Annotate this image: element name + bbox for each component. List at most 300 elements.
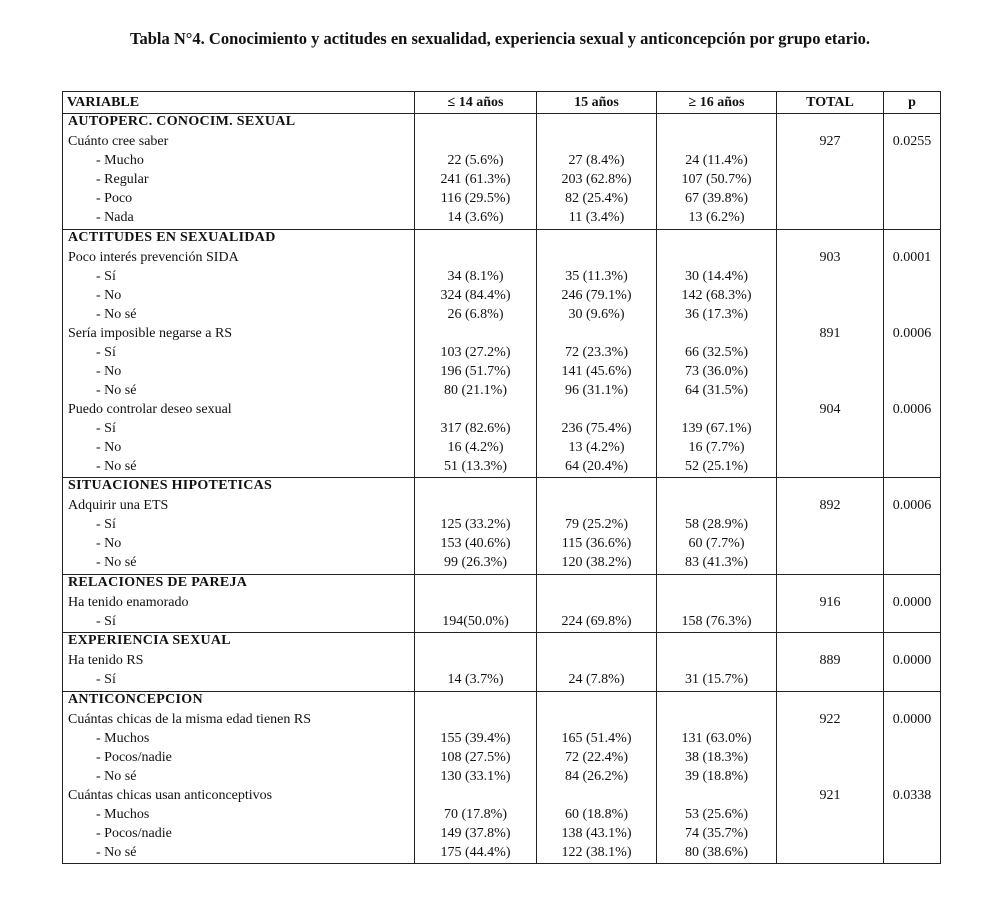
- empty-cell: [777, 536, 884, 555]
- total-cell: 892: [777, 498, 884, 517]
- question-row: [63, 712, 941, 731]
- answer-row: [63, 555, 941, 574]
- value-14: 51 (13.3%): [415, 459, 537, 478]
- empty-cell: [884, 672, 941, 691]
- answer-row: [63, 517, 941, 536]
- value-14: 34 (8.1%): [415, 269, 537, 288]
- empty-cell: [657, 633, 777, 654]
- empty-cell: [415, 402, 537, 421]
- empty-cell: [415, 229, 537, 250]
- question-label: Sería imposible negarse a RS: [63, 326, 415, 345]
- value-15: 79 (25.2%): [537, 517, 657, 536]
- value-14: 14 (3.7%): [415, 672, 537, 691]
- empty-cell: [777, 517, 884, 536]
- value-16: 24 (11.4%): [657, 153, 777, 172]
- question-label: Ha tenido enamorado: [63, 595, 415, 614]
- value-14: 16 (4.2%): [415, 440, 537, 459]
- empty-cell: [537, 788, 657, 807]
- empty-cell: [537, 478, 657, 499]
- value-14: 103 (27.2%): [415, 345, 537, 364]
- answer-cell: [63, 288, 415, 307]
- value-16: 73 (36.0%): [657, 364, 777, 383]
- p-value-cell: 0.0000: [884, 712, 941, 731]
- empty-cell: [884, 478, 941, 499]
- empty-cell: [415, 788, 537, 807]
- value-16: 13 (6.2%): [657, 210, 777, 229]
- data-table: [62, 91, 941, 864]
- p-value-cell: 0.0338: [884, 788, 941, 807]
- value-15: 96 (31.1%): [537, 383, 657, 402]
- question-row: [63, 498, 941, 517]
- answer-cell: [63, 555, 415, 574]
- p-value-cell: 0.0006: [884, 402, 941, 421]
- p-value-cell: 0.0001: [884, 250, 941, 269]
- section-row: [63, 633, 941, 654]
- section-heading: [63, 114, 415, 135]
- empty-cell: [777, 288, 884, 307]
- empty-cell: [884, 345, 941, 364]
- answer-label: - Sí: [96, 613, 116, 629]
- value-15: 30 (9.6%): [537, 307, 657, 326]
- answer-row: [63, 826, 941, 845]
- empty-cell: [884, 440, 941, 459]
- empty-cell: [884, 191, 941, 210]
- question-label: Cuántas chicas usan anticonceptivos: [63, 788, 415, 807]
- section-row: [63, 229, 941, 250]
- value-15: 246 (79.1%): [537, 288, 657, 307]
- empty-cell: [884, 826, 941, 845]
- answer-cell: [63, 153, 415, 172]
- empty-cell: [415, 691, 537, 712]
- answer-cell: [63, 672, 415, 691]
- empty-cell: [884, 153, 941, 172]
- empty-cell: [884, 845, 941, 864]
- empty-cell: [777, 421, 884, 440]
- empty-cell: [537, 595, 657, 614]
- answer-row: [63, 288, 941, 307]
- answer-cell: [63, 364, 415, 383]
- empty-cell: [884, 614, 941, 633]
- section-row: [63, 478, 941, 499]
- empty-cell: [415, 712, 537, 731]
- answer-label: - Nada: [96, 210, 134, 225]
- answer-row: [63, 191, 941, 210]
- empty-cell: [657, 250, 777, 269]
- value-14: 125 (33.2%): [415, 517, 537, 536]
- section-title: AUTOPERC. CONOCIM. SEXUAL: [68, 114, 296, 129]
- answer-label: - Poco: [96, 191, 133, 206]
- answer-cell: [63, 307, 415, 326]
- empty-cell: [415, 633, 537, 654]
- question-label: Cuántas chicas de la misma edad tienen RS: [63, 712, 415, 731]
- empty-cell: [884, 364, 941, 383]
- question-label: Adquirir una ETS: [63, 498, 415, 517]
- answer-label: - No sé: [96, 382, 137, 398]
- answer-row: [63, 364, 941, 383]
- total-cell: 916: [777, 595, 884, 614]
- question-row: [63, 326, 941, 345]
- empty-cell: [415, 134, 537, 153]
- section-title: EXPERIENCIA SEXUAL: [68, 633, 231, 648]
- answer-label: - No sé: [96, 458, 137, 474]
- table-title: Tabla N°4. Conocimiento y actitudes en sexualidad, experiencia sexual y anticoncepción por grupo etario.: [130, 29, 870, 48]
- empty-cell: [777, 691, 884, 712]
- empty-cell: [777, 364, 884, 383]
- p-value-cell: 0.0006: [884, 498, 941, 517]
- answer-label: - No sé: [96, 555, 137, 570]
- value-16: 142 (68.3%): [657, 288, 777, 307]
- answer-row: [63, 269, 941, 288]
- empty-cell: [777, 345, 884, 364]
- answer-label: - No: [96, 363, 122, 379]
- answer-label: - No sé: [96, 844, 137, 860]
- value-14: 14 (3.6%): [415, 210, 537, 229]
- empty-cell: [777, 633, 884, 654]
- value-16: 36 (17.3%): [657, 307, 777, 326]
- value-16: 131 (63.0%): [657, 731, 777, 750]
- value-15: 141 (45.6%): [537, 364, 657, 383]
- answer-row: [63, 421, 941, 440]
- answer-row: [63, 536, 941, 555]
- table-body: [63, 114, 941, 864]
- answer-label: - Pocos/nadie: [96, 749, 172, 765]
- answer-row: [63, 153, 941, 172]
- answer-cell: [63, 517, 415, 536]
- value-15: 24 (7.8%): [537, 672, 657, 691]
- value-14: 175 (44.4%): [415, 845, 537, 864]
- empty-cell: [657, 595, 777, 614]
- total-cell: 927: [777, 134, 884, 153]
- value-14: 116 (29.5%): [415, 191, 537, 210]
- value-15: 72 (22.4%): [537, 750, 657, 769]
- empty-cell: [884, 307, 941, 326]
- header-age-16: ≥ 16 años: [657, 92, 777, 114]
- value-15: 64 (20.4%): [537, 459, 657, 478]
- answer-cell: [63, 826, 415, 845]
- value-16: 60 (7.7%): [657, 536, 777, 555]
- empty-cell: [415, 653, 537, 672]
- empty-cell: [884, 691, 941, 712]
- empty-cell: [657, 229, 777, 250]
- value-15: 72 (23.3%): [537, 345, 657, 364]
- answer-cell: [63, 421, 415, 440]
- empty-cell: [657, 478, 777, 499]
- empty-cell: [537, 498, 657, 517]
- header-age-15: 15 años: [537, 92, 657, 114]
- question-row: [63, 653, 941, 672]
- question-row: [63, 595, 941, 614]
- empty-cell: [415, 595, 537, 614]
- section-title: ANTICONCEPCION: [68, 691, 203, 707]
- p-value-cell: 0.0006: [884, 326, 941, 345]
- answer-row: [63, 210, 941, 229]
- empty-cell: [777, 826, 884, 845]
- answer-label: - No: [96, 287, 122, 303]
- value-14: 130 (33.1%): [415, 769, 537, 788]
- section-title: ACTITUDES EN SEXUALIDAD: [68, 229, 276, 245]
- total-cell: 922: [777, 712, 884, 731]
- empty-cell: [657, 114, 777, 135]
- value-15: 203 (62.8%): [537, 172, 657, 191]
- value-15: 27 (8.4%): [537, 153, 657, 172]
- section-heading: [63, 229, 415, 250]
- answer-label: - Sí: [96, 344, 116, 360]
- value-15: 236 (75.4%): [537, 421, 657, 440]
- total-cell: 903: [777, 250, 884, 269]
- question-row: [63, 402, 941, 421]
- empty-cell: [884, 114, 941, 135]
- value-14: 194(50.0%): [415, 614, 537, 633]
- answer-row: [63, 459, 941, 478]
- empty-cell: [777, 114, 884, 135]
- answer-label: - No: [96, 536, 122, 551]
- empty-cell: [884, 574, 941, 595]
- answer-row: [63, 172, 941, 191]
- value-16: 66 (32.5%): [657, 345, 777, 364]
- empty-cell: [657, 691, 777, 712]
- empty-cell: [537, 402, 657, 421]
- answer-label: - No sé: [96, 306, 137, 322]
- value-14: 241 (61.3%): [415, 172, 537, 191]
- value-15: 120 (38.2%): [537, 555, 657, 574]
- value-14: 108 (27.5%): [415, 750, 537, 769]
- empty-cell: [415, 574, 537, 595]
- value-14: 80 (21.1%): [415, 383, 537, 402]
- total-cell: 891: [777, 326, 884, 345]
- empty-cell: [884, 731, 941, 750]
- answer-cell: [63, 459, 415, 478]
- empty-cell: [657, 788, 777, 807]
- section-row: [63, 114, 941, 135]
- empty-cell: [884, 288, 941, 307]
- empty-cell: [415, 250, 537, 269]
- empty-cell: [537, 633, 657, 654]
- answer-row: [63, 731, 941, 750]
- empty-cell: [657, 653, 777, 672]
- empty-cell: [415, 114, 537, 135]
- empty-cell: [884, 517, 941, 536]
- value-16: 31 (15.7%): [657, 672, 777, 691]
- value-16: 38 (18.3%): [657, 750, 777, 769]
- section-row: [63, 574, 941, 595]
- header-row: [63, 92, 941, 114]
- section-title: RELACIONES DE PAREJA: [68, 574, 248, 590]
- value-16: 67 (39.8%): [657, 191, 777, 210]
- answer-row: [63, 614, 941, 633]
- header-total: TOTAL: [777, 92, 884, 114]
- value-15: 11 (3.4%): [537, 210, 657, 229]
- value-14: 153 (40.6%): [415, 536, 537, 555]
- answer-row: [63, 672, 941, 691]
- empty-cell: [537, 326, 657, 345]
- p-value-cell: 0.0000: [884, 653, 941, 672]
- empty-cell: [777, 769, 884, 788]
- question-label: Puedo controlar deseo sexual: [63, 402, 415, 421]
- value-16: 58 (28.9%): [657, 517, 777, 536]
- empty-cell: [657, 712, 777, 731]
- empty-cell: [777, 191, 884, 210]
- answer-cell: [63, 383, 415, 402]
- value-15: 165 (51.4%): [537, 731, 657, 750]
- answer-row: [63, 845, 941, 864]
- answer-cell: [63, 345, 415, 364]
- answer-cell: [63, 750, 415, 769]
- empty-cell: [884, 769, 941, 788]
- value-16: 107 (50.7%): [657, 172, 777, 191]
- value-16: 139 (67.1%): [657, 421, 777, 440]
- value-15: 13 (4.2%): [537, 440, 657, 459]
- empty-cell: [777, 307, 884, 326]
- value-16: 64 (31.5%): [657, 383, 777, 402]
- empty-cell: [777, 672, 884, 691]
- answer-label: - Muchos: [96, 806, 150, 822]
- value-14: 22 (5.6%): [415, 153, 537, 172]
- answer-cell: [63, 536, 415, 555]
- value-16: 39 (18.8%): [657, 769, 777, 788]
- question-label: Cuánto cree saber: [63, 134, 415, 153]
- empty-cell: [657, 402, 777, 421]
- section-heading: [63, 691, 415, 712]
- empty-cell: [884, 172, 941, 191]
- empty-cell: [537, 712, 657, 731]
- answer-cell: [63, 807, 415, 826]
- answer-label: - Sí: [96, 517, 116, 532]
- value-16: 74 (35.7%): [657, 826, 777, 845]
- answer-label: - No sé: [96, 768, 137, 784]
- value-15: 35 (11.3%): [537, 269, 657, 288]
- value-14: 70 (17.8%): [415, 807, 537, 826]
- empty-cell: [884, 269, 941, 288]
- empty-cell: [777, 731, 884, 750]
- value-14: 317 (82.6%): [415, 421, 537, 440]
- empty-cell: [657, 134, 777, 153]
- section-heading: [63, 633, 415, 654]
- answer-cell: [63, 210, 415, 229]
- empty-cell: [777, 750, 884, 769]
- answer-row: [63, 383, 941, 402]
- answer-cell: [63, 845, 415, 864]
- answer-cell: [63, 172, 415, 191]
- p-value-cell: 0.0000: [884, 595, 941, 614]
- header-variable: VARIABLE: [63, 92, 415, 114]
- empty-cell: [777, 229, 884, 250]
- value-16: 83 (41.3%): [657, 555, 777, 574]
- question-label: Poco interés prevención SIDA: [63, 250, 415, 269]
- value-14: 26 (6.8%): [415, 307, 537, 326]
- empty-cell: [537, 134, 657, 153]
- empty-cell: [537, 574, 657, 595]
- empty-cell: [777, 555, 884, 574]
- answer-label: - Sí: [96, 268, 116, 284]
- empty-cell: [777, 574, 884, 595]
- empty-cell: [777, 210, 884, 229]
- section-title: SITUACIONES HIPOTETICAS: [68, 478, 273, 493]
- answer-label: - Pocos/nadie: [96, 825, 172, 841]
- value-15: 82 (25.4%): [537, 191, 657, 210]
- empty-cell: [537, 250, 657, 269]
- value-14: 196 (51.7%): [415, 364, 537, 383]
- empty-cell: [777, 807, 884, 826]
- empty-cell: [777, 172, 884, 191]
- empty-cell: [884, 555, 941, 574]
- answer-row: [63, 750, 941, 769]
- p-value-cell: 0.0255: [884, 134, 941, 153]
- empty-cell: [884, 536, 941, 555]
- empty-cell: [884, 633, 941, 654]
- answer-row: [63, 345, 941, 364]
- value-14: 155 (39.4%): [415, 731, 537, 750]
- value-14: 324 (84.4%): [415, 288, 537, 307]
- answer-cell: [63, 769, 415, 788]
- answer-label: - Sí: [96, 672, 116, 687]
- value-15: 60 (18.8%): [537, 807, 657, 826]
- empty-cell: [415, 326, 537, 345]
- question-row: [63, 250, 941, 269]
- empty-cell: [884, 210, 941, 229]
- answer-row: [63, 769, 941, 788]
- empty-cell: [777, 459, 884, 478]
- answer-row: [63, 440, 941, 459]
- total-cell: 904: [777, 402, 884, 421]
- value-16: 52 (25.1%): [657, 459, 777, 478]
- empty-cell: [657, 574, 777, 595]
- header-age-14: ≤ 14 años: [415, 92, 537, 114]
- empty-cell: [537, 114, 657, 135]
- value-14: 99 (26.3%): [415, 555, 537, 574]
- empty-cell: [777, 383, 884, 402]
- section-heading: [63, 574, 415, 595]
- empty-cell: [884, 421, 941, 440]
- total-cell: 889: [777, 653, 884, 672]
- value-16: 16 (7.7%): [657, 440, 777, 459]
- empty-cell: [777, 440, 884, 459]
- answer-cell: [63, 269, 415, 288]
- value-14: 149 (37.8%): [415, 826, 537, 845]
- answer-label: - No: [96, 439, 122, 455]
- value-16: 30 (14.4%): [657, 269, 777, 288]
- answer-label: - Sí: [96, 420, 116, 436]
- answer-row: [63, 307, 941, 326]
- question-label: Ha tenido RS: [63, 653, 415, 672]
- answer-row: [63, 807, 941, 826]
- answer-cell: [63, 614, 415, 633]
- empty-cell: [537, 691, 657, 712]
- empty-cell: [537, 229, 657, 250]
- answer-label: - Mucho: [96, 153, 144, 168]
- empty-cell: [884, 807, 941, 826]
- empty-cell: [657, 498, 777, 517]
- empty-cell: [415, 498, 537, 517]
- question-row: [63, 134, 941, 153]
- answer-cell: [63, 731, 415, 750]
- empty-cell: [884, 459, 941, 478]
- question-row: [63, 788, 941, 807]
- value-16: 53 (25.6%): [657, 807, 777, 826]
- empty-cell: [657, 326, 777, 345]
- value-15: 122 (38.1%): [537, 845, 657, 864]
- total-cell: 921: [777, 788, 884, 807]
- answer-label: - Muchos: [96, 730, 150, 746]
- header-p: p: [884, 92, 941, 114]
- value-15: 138 (43.1%): [537, 826, 657, 845]
- section-row: [63, 691, 941, 712]
- empty-cell: [777, 614, 884, 633]
- empty-cell: [777, 845, 884, 864]
- value-15: 224 (69.8%): [537, 614, 657, 633]
- empty-cell: [884, 750, 941, 769]
- empty-cell: [777, 153, 884, 172]
- empty-cell: [884, 383, 941, 402]
